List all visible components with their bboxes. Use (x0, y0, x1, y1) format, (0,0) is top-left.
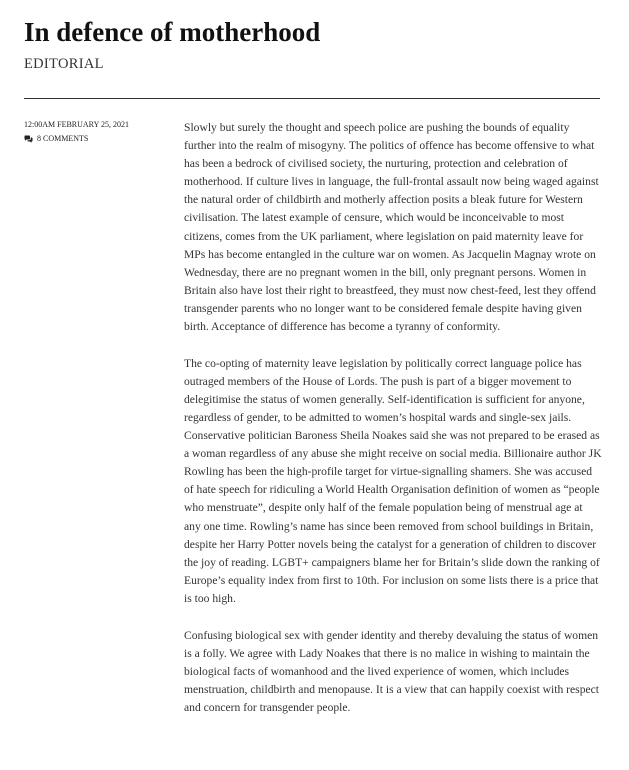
section-label[interactable]: EDITORIAL (24, 56, 104, 72)
speech-bubbles-icon (24, 135, 33, 143)
header-divider (24, 98, 600, 99)
article-headline: In defence of motherhood (24, 17, 321, 47)
comments-count: 8 COMMENTS (37, 134, 89, 143)
article-paragraph: Confusing biological sex with gender identity and thereby devaluing the status of women is a folly. We agree with Lady Noakes that there is no malice in wishing to maintain the biological facts of womanhood and the lived experience of women, which includes menstruation, childbirth and menopause. It is a view that can happily coexist with respect and concern for transgender people. (184, 628, 600, 714)
publish-date: 12:00AM FEBRUARY 25, 2021 (24, 120, 130, 129)
article-paragraph: Slowly but surely the thought and speech police are pushing the bounds of equality further into the realm of misogyny. The politics of offence has become offensive to what has been a bedrock of civilised society, the nurturing, protection and celebration of motherhood. If culture lives in language, the full-frontal assault now being waged against the natural order of childbirth and motherly affection posits a bleak future for Western civilisation. The latest example of censure, which would be inconceivable to most citizens, comes from the UK parliament, where legislation on paid maternity leave for MPs has become entangled in the culture war on women. As Jacquelin Magnay wrote on Wednesday, there are no pregnant women in the bill, only pregnant persons. Women in Britain also have lost their right to breastfeed, they must now chest-feed, lest they offend transgender parents who no longer want to be considered female despite having given birth. Acceptance of difference has become a tyranny of conformity. (184, 121, 599, 334)
article-paragraph: The co-opting of maternity leave legislation by politically correct language police has outraged members of the House of Lords. The push is part of a bigger movement to delegitimise the status of women generally. Self-identification is sufficient for anyone, regardless of gender, to be admitted to women’s hospital wards and single-sex jails. Conservative politician Baroness Sheila Noakes said she was not prepared to be erased as a woman regardless of any abuse she might receive on social media. Billionaire author JK Rowling has been the high-profile target for virtue-signalling shamers. She was accused of hate speech for ridiculing a World Health Organisation definition of women as “people who menstruate”, despite only half of the female population being of menstrual age at any one time. Rowling’s name has since been removed from school buildings in Britain, despite her Harry Potter novels being the catalyst for a generation of children to discover the joy of reading. LGBT+ campaigners blame her for Britain’s slide down the ranking of Europe’s equality index from first to 10th. For inclusion on some lists there is a price that is too high. (184, 356, 602, 605)
comments-link[interactable] (24, 133, 174, 145)
article-body (184, 119, 602, 736)
article-meta (24, 119, 174, 145)
